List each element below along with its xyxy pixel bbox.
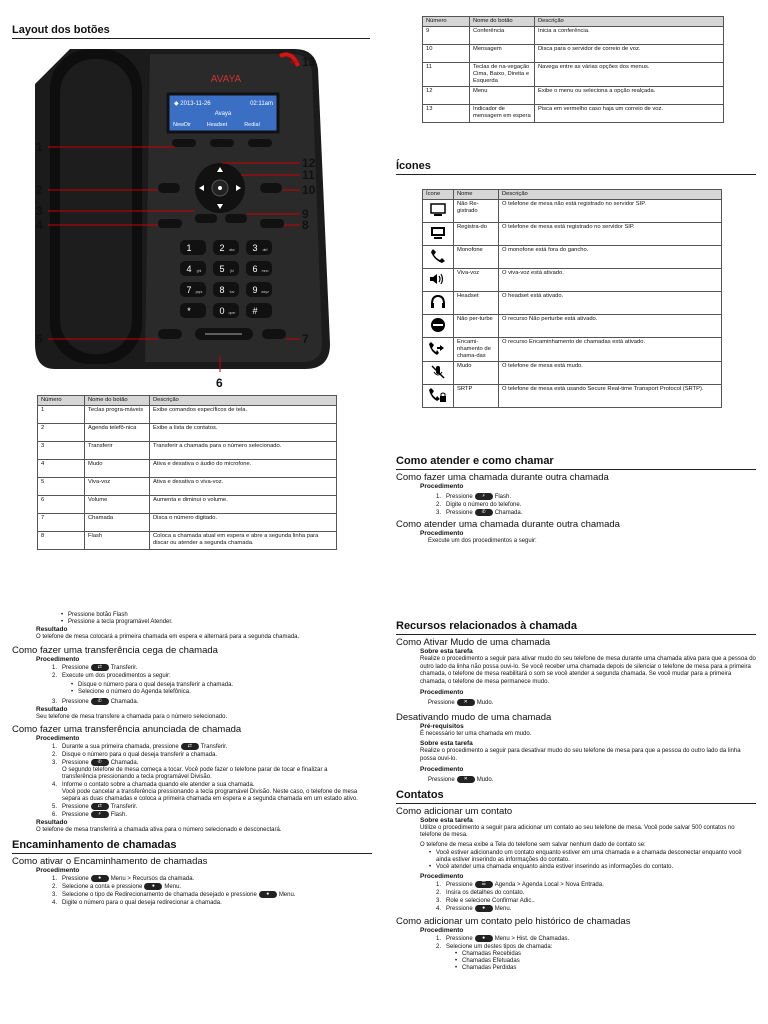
callout-number: 7: [302, 332, 309, 346]
icons-title: Ícones: [396, 160, 756, 175]
sub-answer-during: Como atender uma chamada durante outra chamada: [396, 519, 620, 531]
table-header: Ícone: [423, 190, 454, 200]
table-cell: O telefone de mesa está usando Secure Real-time Transport Protocol (SRTP).: [499, 385, 722, 408]
table-cell: 4: [38, 460, 85, 478]
add-contact-conditions: [428, 850, 756, 871]
table-header: Descrição: [150, 396, 337, 406]
table-cell: Flash: [85, 532, 150, 550]
call-button-icon: ✆: [91, 698, 109, 705]
registered-icon: [423, 223, 454, 246]
handset-icon: [423, 246, 454, 269]
keypad-digit: 8: [219, 285, 225, 295]
table-cell: Encami-nhamento de chama-das: [454, 338, 499, 362]
list-item: • Você estiver adicionando um contato enquanto estiver em uma chamada e a chamada desconectar enquanto você ainda estiver inserindo as informações do contato.: [428, 850, 756, 864]
keypad-digit: 0: [219, 306, 225, 316]
callout-number: 9: [302, 207, 309, 221]
keypad-digit: 9: [252, 285, 258, 295]
list-item: • Pressione a tecla programável Atender.: [60, 619, 372, 626]
buttons-table-1-wrap: [37, 395, 337, 550]
mute-step: Pressione ✕ Mudo.: [428, 699, 494, 707]
unregistered-icon: [423, 200, 454, 223]
screen-name: Avaya: [214, 111, 232, 117]
headset-icon: [423, 292, 454, 315]
dnd-icon: [423, 315, 454, 338]
table-cell: 9: [423, 27, 470, 45]
unmute-sub: Desativando mudo de uma chamada: [396, 711, 552, 723]
table-cell: Conferência: [470, 27, 535, 45]
menu-button-icon: ●: [144, 883, 162, 890]
table-cell: Aumenta e diminui o volume.: [150, 496, 337, 514]
table-row: [423, 315, 722, 338]
menu-button-icon: ●: [91, 875, 109, 882]
table-cell: O monofone está fora do gancho.: [499, 246, 722, 269]
transfer-button-icon: ⇄: [91, 803, 109, 810]
blind-transfer-steps-2: 3. Pressione ✆ Chamada.: [52, 697, 139, 705]
menu-button-icon: ●: [475, 935, 493, 942]
proc-label-9: Procedimento: [420, 927, 464, 935]
keypad-letters: abc: [229, 248, 235, 252]
transfer-button-icon: ⇄: [91, 664, 109, 671]
callout-number: 1: [36, 140, 43, 154]
table-header: Nome: [454, 190, 499, 200]
keypad-digit: *: [187, 306, 191, 316]
result-text-2: Seu telefone de mesa transfere a chamada para o número selecionado.: [36, 713, 228, 720]
table-row: [38, 406, 337, 424]
table-cell: Ativa e desativa o viva-voz.: [150, 478, 337, 496]
proc-label-6: Procedimento: [420, 689, 464, 696]
table-row: [423, 105, 724, 123]
table-row: [423, 246, 722, 269]
history-call-types: [454, 951, 756, 972]
table-cell: Disca para o servidor de correio de voz.: [535, 45, 724, 63]
keypad-letters: pqrs: [195, 290, 203, 294]
table-cell: Teclas progra-máveis: [85, 406, 150, 424]
mute-button-icon: ✕: [457, 776, 475, 783]
table-cell: Não Re-gistrado: [454, 200, 499, 223]
softkey-label: Headset: [206, 122, 228, 128]
callout-lines: [0, 44, 330, 389]
table-row: [38, 460, 337, 478]
table-cell: Transferir a chamada para o número selecionado.: [150, 442, 337, 460]
table-cell: Headset: [454, 292, 499, 315]
table-cell: Ativa e desativa o áudio do microfone.: [150, 460, 337, 478]
table-cell: Teclas de na-vegação Cima, Baixo, Direita e Esquerda: [470, 63, 535, 87]
table-row: [38, 532, 337, 550]
table-cell: Exibe a lista de contatos.: [150, 424, 337, 442]
mute-icon: [423, 362, 454, 385]
table-cell: Viva-voz: [85, 478, 150, 496]
keypad-letters: mno: [261, 269, 269, 273]
table-cell: O viva-voz está ativado.: [499, 269, 722, 292]
proc-label-7: Procedimento: [420, 766, 464, 774]
table-cell: Coloca a chamada atual em espera e abre a segunda linha para discar ou atender a segunda chamada.: [150, 532, 337, 550]
keypad-digit: 7: [186, 285, 192, 295]
table-cell: 6: [38, 496, 85, 514]
table-header: Descrição: [535, 17, 724, 27]
list-item: • Chamadas Efetuadas: [454, 958, 756, 965]
keypad-letters: wxyz: [261, 290, 269, 294]
table-cell: Indicador de mensagem em espera: [470, 105, 535, 123]
screen-time: 02:11am: [250, 101, 273, 107]
keypad-digit: 3: [252, 243, 258, 253]
unmute-step: Pressione ✕ Mudo.: [428, 776, 494, 784]
blind-transfer-title: Como fazer uma transferência cega de chamada: [12, 644, 218, 656]
table-row: [423, 362, 722, 385]
forwarding-title: Encaminhamento de chamadas: [12, 839, 372, 854]
table-cell: 11: [423, 63, 470, 87]
callout-number: 10: [302, 183, 316, 197]
table-header: Nome do botão: [470, 17, 535, 27]
keypad-digit: 2: [219, 243, 225, 253]
proc-label-8: Procedimento: [420, 873, 464, 881]
flash-button-icon: ⚡: [475, 493, 493, 500]
table-row: [38, 424, 337, 442]
table-cell: O telefone de mesa está registrado no servidor SIP.: [499, 223, 722, 246]
table-row: [423, 223, 722, 246]
table-cell: Menu: [470, 87, 535, 105]
forward-icon: [423, 338, 454, 362]
table-row: [38, 478, 337, 496]
mute-text: Realize o procedimento a seguir para ativar mudo do seu telefone de mesa durante uma chamada ativa para que a pessoa do outro lado da linha não possa ouvi-lo. Se você receber uma chamada depois de silenciar o telefone de mesa para a primeira chamada, o telefone de mesa reabilitará o som se você atender a segunda chamada. Se você mudar para a primeira chamada, o telefone de mesa permanece mudo.: [420, 656, 756, 685]
table-cell: Transferir: [85, 442, 150, 460]
table-row: [38, 514, 337, 532]
list-item: • Selecione o número do Agenda telefônica.: [70, 689, 372, 696]
callout-number: 12: [302, 156, 316, 170]
callout-number: 11: [302, 168, 315, 182]
table-cell: 12: [423, 87, 470, 105]
answer-during-text: Execute um dos procedimentos a seguir:: [428, 538, 537, 545]
table-cell: 10: [423, 45, 470, 63]
table-cell: 3: [38, 442, 85, 460]
keypad-digit: 4: [186, 264, 192, 274]
table-cell: Não per-turbe: [454, 315, 499, 338]
prereq-label: Pré-requisitos: [420, 722, 464, 730]
callout-number: 8: [302, 218, 309, 232]
callout-number: 2: [36, 183, 43, 197]
keypad-digit: #: [252, 306, 258, 316]
table-cell: O recurso Encaminhamento de chamadas está ativado.: [499, 338, 722, 362]
table-cell: Navega entre as várias opções dos menus.: [535, 63, 724, 87]
result-label-1: Resultado: [36, 626, 68, 633]
srtp-icon: [423, 385, 454, 408]
table-cell: 5: [38, 478, 85, 496]
forwarding-steps: 1. Pressione ● Menu > Recursos da chamada. 2. Selecione a conta e pressione ● Menu. 3. Selecione o tipo de Redirecionamento de chamada desejado e pressione ● Menu. 4. Digite o número para o qual deseja redirecionar a chamada.: [52, 874, 296, 907]
table-cell: Disca o número digitado.: [150, 514, 337, 532]
softkey-label: Redial: [244, 122, 260, 128]
call-during-steps: 1. Pressione ⚡ Flash. 2. Digite o número do telefone. 3. Pressione ✆ Chamada.: [436, 493, 523, 517]
table-cell: Inicia a conferência.: [535, 27, 724, 45]
left-column-lower: [12, 612, 372, 907]
transfer-button-icon: ⇄: [181, 743, 199, 750]
table-row: [423, 338, 722, 362]
table-row: [423, 385, 722, 408]
table-row: [423, 27, 724, 45]
callout-number: 13: [302, 55, 316, 69]
table-cell: Mensagem: [470, 45, 535, 63]
keypad-digit: 5: [219, 264, 225, 274]
table-header: Número: [423, 17, 470, 27]
table-header: Número: [38, 396, 85, 406]
blind-transfer-steps: 1. Pressione ⇄ Transferir. 2. Execute um dos procedimentos a seguir:: [52, 663, 171, 679]
table-cell: Mudo: [454, 362, 499, 385]
table-row: [38, 496, 337, 514]
about-label-3: Sobre esta tarefa: [420, 816, 473, 824]
buttons-table-1: [37, 395, 337, 550]
table-cell: Exibe comandos específicos de tela.: [150, 406, 337, 424]
history-sub: Como adicionar um contato pelo histórico de chamadas: [396, 916, 631, 928]
features-title: Recursos relacionados à chamada: [396, 620, 756, 635]
flash-button-icon: ⚡: [91, 811, 109, 818]
table-cell: Pisca em vermelho caso haja um correio de voz.: [535, 105, 724, 123]
sub-call-during: Como fazer uma chamada durante outra chamada: [396, 472, 609, 483]
table-cell: 1: [38, 406, 85, 424]
add-contact-text2: O telefone de mesa exibe a Tela do telefone sem salvar nenhum dado de contato se:: [420, 841, 646, 848]
directory-button-icon: ☰: [475, 881, 493, 888]
table-cell: 7: [38, 514, 85, 532]
table-cell: Exibe o menu ou seleciona a opção realçada.: [535, 87, 724, 105]
table-cell: Agenda telefô-nica: [85, 424, 150, 442]
table-cell: Volume: [85, 496, 150, 514]
table-cell: 8: [38, 532, 85, 550]
menu-button-icon: ●: [259, 891, 277, 898]
result-text-3: O telefone de mesa transferirá a chamada ativa para o número selecionado e desconectará.: [36, 827, 282, 834]
answer-options: [60, 612, 372, 626]
table-cell: O headset está ativado.: [499, 292, 722, 315]
result-label-2: Resultado: [36, 705, 68, 713]
table-cell: SRTP: [454, 385, 499, 408]
callout-number: 6: [216, 376, 223, 389]
about-label-2: Sobre esta tarefa: [420, 740, 473, 748]
speaker-icon: [423, 269, 454, 292]
add-contact-text: Utilize o procedimento a seguir para adicionar um contato ao seu telefone de mesa. Você pode salvar 500 contatos no telefone de mesa.: [420, 824, 735, 839]
proc-label-3: Procedimento: [36, 655, 80, 663]
add-contact-steps: 1. Pressione ☰ Agenda > Agenda Local > Nova Entrada. 2. Insira os detalhes do contato. 3. Role e selecione Confirmar Adic.. 4. Pressione ● Menu.: [436, 881, 604, 913]
add-contact-sub: Como adicionar um contato: [396, 805, 513, 817]
table-row: [38, 442, 337, 460]
prereq-text: É necessário ter uma chamada em mudo.: [420, 730, 532, 737]
about-label-1: Sobre esta tarefa: [420, 648, 473, 655]
table-row: [423, 87, 724, 105]
table-row: [423, 292, 722, 315]
answer-title: Como atender e como chamar: [396, 455, 756, 470]
keypad-letters: oper: [228, 311, 236, 315]
table-cell: Monofone: [454, 246, 499, 269]
proc-label-1: Procedimento: [420, 483, 464, 490]
table-header: Nome do botão: [85, 396, 150, 406]
proc-label-4: Procedimento: [36, 735, 80, 743]
table-row: [423, 45, 724, 63]
list-item: • Disque o número para o qual deseja transferir a chamada.: [70, 682, 372, 689]
keypad-digit: 1: [186, 243, 192, 253]
attended-transfer-steps: 1. Durante a sua primeira chamada, pressione ⇄ Transferir. 2. Disque o número para o qual deseja transferir a chamada. 3. Pressione ✆ Chamada. O segundo telefone de mesa começa a tocar. Você pode fazer o telefone parar de tocar e finalizar a transferência pressionando a tecla programável Divisão. 4. Informe o contato sobre a chamada quando ele atender a sua chamada. Você pode cancelar a transferência pressionando a tecla programável Divisão. Neste caso, o telefone de mesa separa as duas chamadas e coloca a primeira chamada em espera e a segunda chamada em um estado ativo. 5. Pressione ⇄ Transferir. 6. Pressione ⚡ Flash.: [52, 743, 358, 819]
menu-button-icon: ●: [475, 905, 493, 912]
callout-number: 3: [36, 204, 43, 218]
callout-number: 4: [36, 218, 43, 232]
answer-section: [396, 455, 756, 546]
left-column-upper: [12, 24, 370, 39]
mute-button-icon: ✕: [457, 699, 475, 706]
list-item: • Pressione botão Flash: [60, 612, 372, 619]
unmute-text: Realize o procedimento a seguir para desativar mudo do seu telefone de mesa para que a pessoa do outro lado da linha possa ouvi-lo.: [420, 748, 741, 762]
table-cell: 2: [38, 424, 85, 442]
keypad-letters: ghi: [196, 269, 202, 273]
callout-number: 5: [36, 332, 43, 346]
right-column-lower: [396, 620, 756, 972]
table-cell: Mudo: [85, 460, 150, 478]
call-button-icon: ✆: [91, 759, 109, 766]
keypad-letters: def: [262, 248, 268, 252]
screen-date: ◆ 2013-11-26: [174, 101, 211, 107]
brand-logo: AVAYA: [210, 74, 242, 85]
list-item: • Chamadas Recebidas: [454, 951, 756, 958]
table-cell: Chamada: [85, 514, 150, 532]
result-text-1: O telefone de mesa colocará a primeira chamada em espera e alternará para a segunda chamada.: [36, 634, 300, 640]
blind-transfer-options: [70, 682, 372, 696]
table-header: Descrição: [499, 190, 722, 200]
forwarding-sub: Como ativar o Encaminhamento de chamadas: [12, 855, 208, 867]
icons-section: [396, 160, 756, 408]
mute-sub: Como Ativar Mudo de uma chamada: [396, 637, 551, 648]
table-row: [423, 200, 722, 223]
table-row: [423, 269, 722, 292]
list-item: • Chamadas Perdidas: [454, 965, 756, 972]
proc-label-2: Procedimento: [420, 530, 464, 538]
buttons-table-2-wrap: [422, 16, 724, 123]
table-cell: 13: [423, 105, 470, 123]
keypad-digit: 6: [252, 264, 258, 274]
table-cell: Viva-voz: [454, 269, 499, 292]
attended-transfer-title: Como fazer uma transferência anunciada de chamada: [12, 724, 242, 736]
keypad-letters: jkl: [230, 269, 234, 273]
table-cell: O recurso Não perturbe está ativado.: [499, 315, 722, 338]
table-cell: O telefone de mesa não está registrado no servidor SIP.: [499, 200, 722, 223]
table-cell: O telefone de mesa está mudo.: [499, 362, 722, 385]
result-label-3: Resultado: [36, 819, 68, 827]
list-item: • Você atender uma chamada enquanto ainda estiver inserindo as informações do contato.: [428, 864, 756, 871]
call-button-icon: ✆: [475, 509, 493, 516]
history-steps: 1. Pressione ● Menu > Hist. de Chamadas. 2. Selecione um destes tipos de chamada:: [436, 935, 570, 951]
buttons-table-2: [422, 16, 724, 123]
layout-title: Layout dos botões: [12, 24, 370, 39]
softkey-label: NewDir: [172, 122, 192, 128]
table-cell: Registra-do: [454, 223, 499, 246]
contacts-title: Contatos: [396, 789, 756, 804]
keypad-letters: tuv: [229, 290, 235, 294]
proc-label-5: Procedimento: [36, 866, 80, 874]
table-row: [423, 63, 724, 87]
icons-table: [422, 189, 722, 408]
